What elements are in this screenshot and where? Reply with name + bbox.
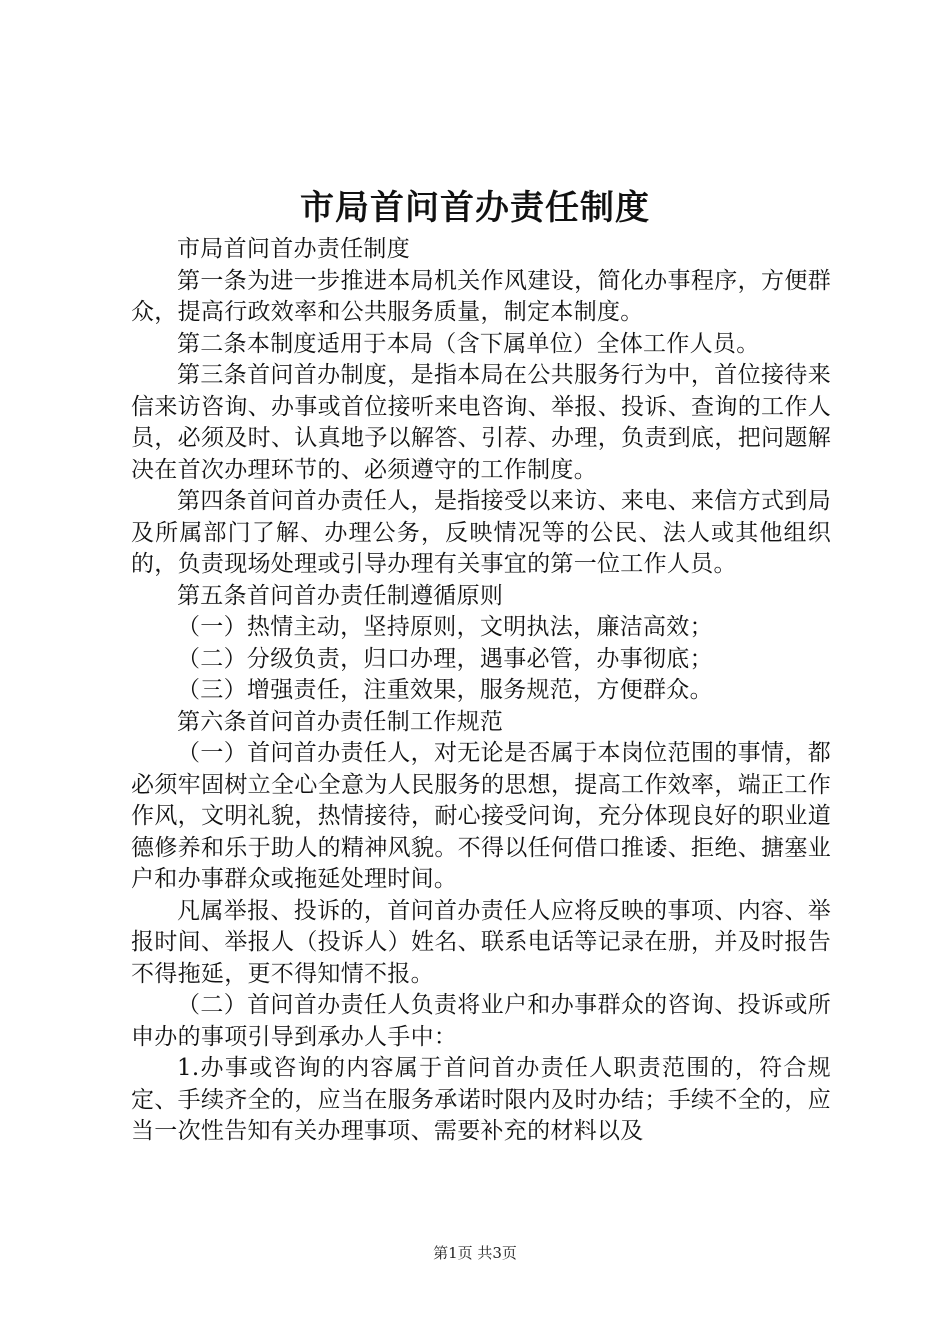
paragraph-report-rule: 凡属举报、投诉的，首问首办责任人应将反映的事项、内容、举报时间、举报人（投诉人）姓名、联系电话等记录在册，并及时报告不得拖延，更不得知情不报。 — [131, 897, 831, 987]
paragraph-principle-1: （一）热情主动，坚持原则，文明执法，廉洁高效； — [177, 614, 713, 640]
paragraph-article-6: 第六条首问首办责任制工作规范 — [177, 708, 504, 735]
page-footer: 第1页 共3页 — [433, 1244, 517, 1262]
paragraph-article-4: 第四条首问首办责任人，是指接受以来访、来电、来信方式到局及所属部门了解、办理公务，反映情况等的公民、法人或其他组织的，负责现场处理或引导办理有关事宜的第一位工作人员。 — [131, 488, 831, 577]
paragraph-article-1: 第一条为进一步推进本局机关作风建设，简化办事程序，方便群众，提高行政效率和公共服务质量，制定本制度。 — [131, 267, 831, 325]
paragraph-article-3: 第三条首问首办制度，是指本局在公共服务行为中，首位接待来信来访咨询、办事或首位接听来电咨询、举报、投诉、查询的工作人员，必须及时、认真地予以解答、引荐、办理，负责到底，把问题解决在首次办理环节的、必须遵守的工作制度。 — [131, 362, 831, 483]
paragraph-article-5: 第五条首问首办责任制遵循原则 — [177, 582, 504, 609]
document-body — [131, 234, 831, 1148]
paragraph-principle-3: （三）增强责任，注重效果，服务规范，方便群众。 — [177, 677, 713, 703]
paragraph-article-2: 第二条本制度适用于本局（含下属单位）全体工作人员。 — [177, 330, 760, 357]
paragraph-doc-heading: 市局首问首办责任制度 — [177, 236, 410, 262]
paragraph-principle-2: （二）分级负责，归口办理，遇事必管，办事彻底； — [177, 645, 713, 672]
document-title: 市局首问首办责任制度 — [300, 188, 650, 228]
paragraph-norm-2: （二）首问首办责任人负责将业户和办事群众的咨询、投诉或所申办的事项引导到承办人手中： — [131, 992, 831, 1050]
paragraph-norm-2-item-1: 1.办事或咨询的内容属于首问首办责任人职责范围的，符合规定、手续齐全的，应当在服务承诺时限内及时办结；手续不全的，应当一次性告知有关办理事项、需要补充的材料以及 — [131, 1055, 831, 1144]
paragraph-norm-1: （一）首问首办责任人，对无论是否属于本岗位范围的事情，都必须牢固树立全心全意为人民服务的思想，提高工作效率，端正工作作风，文明礼貌，热情接待，耐心接受问询，充分体现良好的职业道德修养和乐于助人的精神风貌。不得以任何借口推诿、拒绝、搪塞业户和办事群众或拖延处理时间。 — [131, 740, 831, 892]
